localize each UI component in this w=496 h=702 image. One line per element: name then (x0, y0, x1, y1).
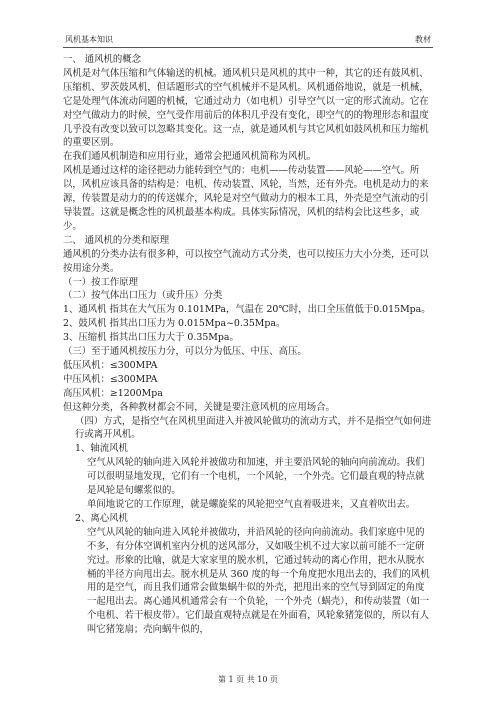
paragraph: 一、 通风机的概念 (63, 54, 141, 65)
paragraph: 高压风机：≥1200Mpa (63, 387, 163, 399)
paragraph: 3、压缩机 指其出口压力大于 0.35Mpa。 (63, 332, 239, 344)
paragraph: 1、轴流风机 (75, 443, 128, 455)
paragraph: 二、 通风机的分类和原理 (63, 234, 170, 246)
paragraph: 2、鼓风机 指其出口压力为 0.015Mpa~0.35Mpa。 (63, 318, 286, 330)
paragraph: 空气从风轮的轴向进入风轮并被做功，并沿风轮的径向向前流动。我们家庭中见的不多，有分体空调机室内分机的送风部分，又如吸尘机不过大家以前可能不一定研究过。形象的比喻，就是大家家里的脱水机，它通过转动的离心作用，把水从脱水桶的半径方向甩出去。脱水机是从 360 度的每一个角度把水甩出去的，我们的风机用的是空气，而且我们通常会做集蜗牛似的外壳，把甩出来的空气导到固定的角度一起甩出去。离心通风机通常会有一个负轮，一个外壳（蜗壳），和传动装置（如一个电机、若干根皮带）。它们最直观特点就是在外面看，风轮象猪笼似的，所以有人叫它猪笼扇；壳向蜗牛似的， (87, 526, 430, 636)
paragraph: （二）按气体出口压力（或升压）分类 (63, 290, 223, 302)
paragraph: （三）至于通风机按压力分，可以分为低压、中压、高压。 (63, 346, 307, 358)
paragraph: 风机是通过这样的途径把动力能转到空气的：电机——传动装置——风轮——空气。所以，风机应该具备的结构是：电机、传动装置、风轮，当然，还有外壳。电机是动力的来源，传装置是动力的的传送媒介，风轮是对空气做动力的根本工具，外壳是空气流动的引导装置。这就是概念性的风机最基本构成。具体实际情况，风机的结构会比这些多，或少。 (63, 165, 429, 232)
paragraph: 通风机的分类办法有很多种，可以按空气流动方式分类，也可以按压力大小分类，还可以按用途分类。 (63, 248, 429, 274)
paragraph: 但这种分类，各种教材都会不同，关键是要注意风机的应用场合。 (63, 401, 335, 413)
paragraph: 中压风机：≤300MPA (63, 373, 158, 385)
paragraph: 低压风机：≤300MPA (63, 359, 158, 371)
paragraph: （一）按工作原理 (63, 276, 139, 288)
document-body (63, 53, 433, 659)
page-header (63, 33, 433, 48)
paragraph: 在我们通风机制造和应用行业，通常会把通风机简称为风机。 (63, 151, 317, 163)
paragraph: 风机是对气体压缩和气体输送的机械。通风机只是风机的其中一种，其它的还有鼓风机、压缩机、罗茨鼓风机，但话题形式的空气机械并不是风机。风机通俗地说，就是一机械，它是处理气体流动问题的机械，它通过动力（如电机）引导空气以一定的形式流动。它在对空气做动力的时候，空气受作用前后的体积几乎没有变化，即空气的的物理形态和温度几乎没有改变以致可以忽略其变化。这一点，就是通风机与其它风机如鼓风机和压力缩机的重要区别。 (63, 67, 429, 149)
paragraph: 空气从风轮的轴向进入风轮并被做功和加速，并主要沿风轮的轴向向前流动。我们可以很明显地发现，它们有一个电机，一个风轮，一个外壳。它们最直观的特点就是风轮是旬螺浆似的。 (87, 457, 425, 497)
header-title: 风机基本知识 (65, 35, 113, 44)
paragraph: 单间地说它的工作原理，就是螺旋桨的风轮把空气直着吸进来，又直着吹出去。 (87, 499, 416, 510)
page-number: 第 1 页 共 10 页 (218, 675, 278, 684)
header-label: 教材 (415, 35, 431, 44)
paragraph: （四）方式，是指空气在风机里面进入并被风轮做功的流动方式，并不是指空气如何进行或离开风机。 (75, 415, 432, 441)
paragraph: 1、通风机 指其在大气压为 0.101MPa，气温在 20℃时，出口全压值低于0.015Mpa。 (63, 304, 431, 316)
paragraph: 2、离心风机 (75, 512, 128, 524)
